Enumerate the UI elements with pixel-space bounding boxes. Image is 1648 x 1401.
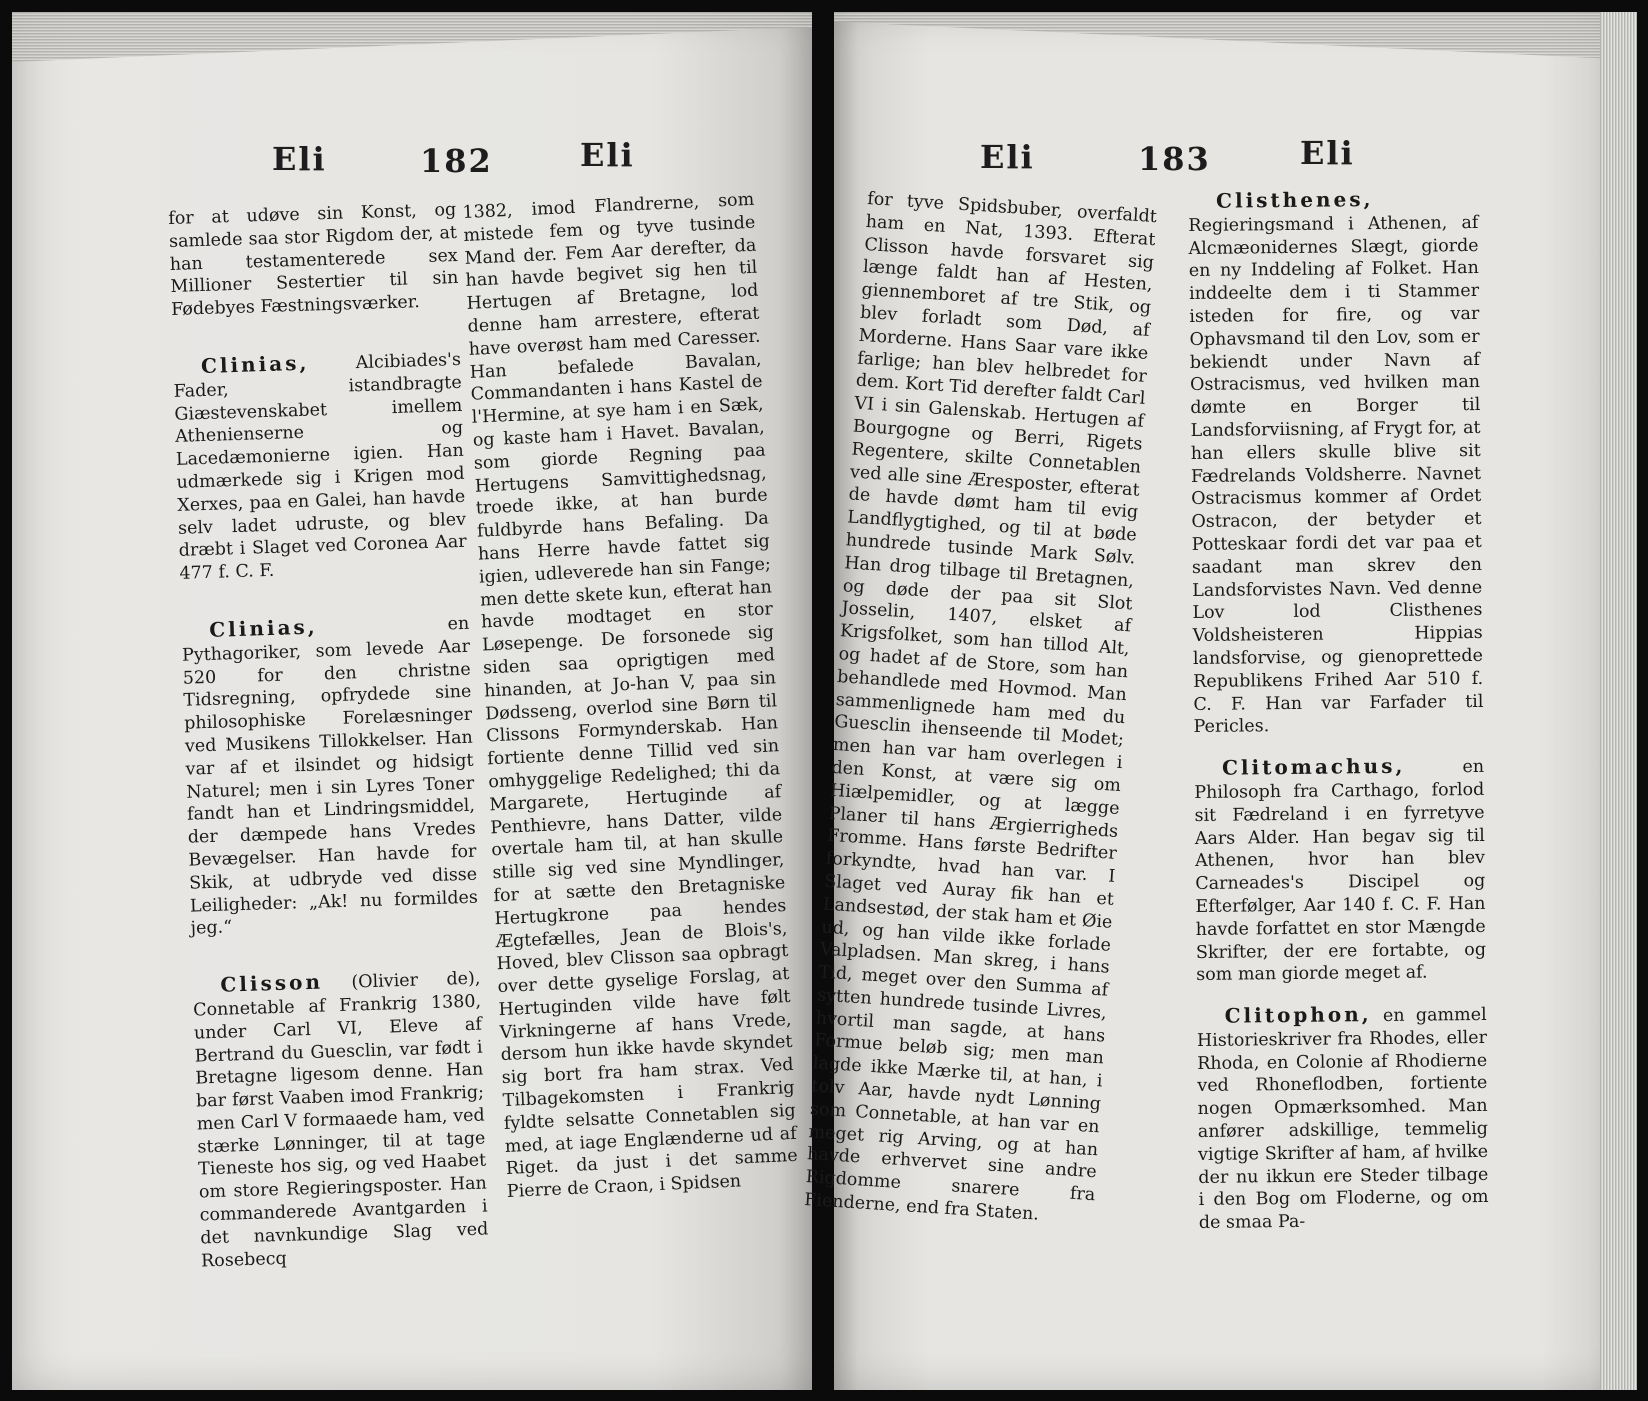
entry-headword: Clisson [220, 969, 324, 997]
entry-headword: Clinias, [208, 614, 319, 642]
entry-headword: Clitomachus, [1221, 753, 1406, 780]
entry-clitomachus [1194, 754, 1486, 987]
entry-continuation: for tyve Spidsbuber, overfaldt ham en Nat, 1393. Efterat Clisson havde forsvaret sig længe faldt han af Hesten, giennemboret af tre Stik, og blev forladt som Død, af Morderne. Hans Saar vare ikke farlige; han blev helbredet for dem. Kort Tid derefter faldt Carl VI i sin Galenskab. Hertugen af Bourgogne og Berri, Rigets Regentere, skilte Connetablen ved alle sine Æresposter, efterat de havde dømt ham til evig Landflygtighed, og til at bøde hundrede tusinde Mark Sølv. Han drog tilbage til Bretagnen, og døde der paa sit Slot Josselin, 1407, elsket af Krigsfolket, som han tillod Alt, og hadet af de Store, som han behandlede med Hovmod. Man sammenlignede ham med du Guesclin ihenseende til Modet; men han var ham overlegen i den Konst, at være sig om Hiælpemidler, og at lægge Planer til hans Ærgierrigheds Fromme. Hans første Bedrifter forkyndte, hvad han var. I Slaget ved Auray fik han et Landsestød, der stak ham et Øie ud, og han vilde ikke forlade Valpladsen. Man skreg, i hans Tid, meget over den Summa af sytten hundrede tusinde Livres, hvortil man sagde, at hans Formue beløb sig; men man lagde ikke Mærke til, at han, i tolv Aar, havde nydt Lønning som Connetable, at han var en meget rig Arving, og at han havde erhvervet sine andre Rigdomme snarere fra Fienderne, end fra Staten. [803, 188, 1158, 1225]
entry-text: en Philosoph fra Carthago, forlod sit Fædreland i en fyrretyve Aars Alder. Han begav sig til Athenen, hvor han blev Carneades's Discipel og Efterfølger, Aar 140 f. C. F. Han havde forfattet en stor Mængde Skrifter, der ere fortabte, og som man giorde meget af. [1194, 757, 1487, 986]
left-column-2 [462, 189, 799, 1204]
entry-text: Alcibiades's Fader, istandbragte Giæstevenskabet imellem Athenienserne og Lacedæmonierne igien. Han udmærkede sig i Krigen mod Xerxes, paa en Galei, han havde selv ladet udruste, og blev dræbt i Slaget ved Coronea Aar 477 f. C. F. [173, 349, 467, 584]
entry-clitophon [1197, 1002, 1489, 1235]
entry-headword: Clinias, [200, 350, 310, 379]
entry-clinias-2 [181, 611, 479, 941]
right-column-2 [1188, 187, 1489, 1235]
entry-text: for at udøve sin Konst, og samlede saa stor Rigdom der, at han testamenterede sex Millioner Sestertier til sin Fødebyes Fæstningsværker. [168, 199, 459, 321]
entry-text: en gammel Historieskriver fra Rhodes, eller Rhoda, en Colonie af Rhodierne ved Rhoneflodben, fortiente nogen Opmærksomhed. Man anfører adskillige, temmelig vigtige Skrifter af ham, af hvilke der nu ikkun ere Steder tilbage i den Bog om Floderne, og om de smaa Pa- [1196, 1005, 1489, 1234]
right-page-fore-edge [1600, 12, 1637, 1390]
entry-text: en Pythagoriker, som levede Aar 520 for den christne Tidsregning, opfrydede sine philosophiske Forelæsninger ved Musikens Tillokkelser. Han var af et ilsindet og hidsigt Naturel; men i sin Lyres Toner fandt han et Lindringsmiddel, der dæmpede hans Vredes Bevægelser. Han havde for Skik, at udbryde ved disse Leiligheder: „Ak! nu formildes jeg.“ [181, 613, 479, 939]
entry-continuation [168, 199, 459, 322]
right-header-left: Eli [980, 138, 1035, 176]
left-header-right: Eli [580, 136, 635, 174]
entry-text: Regieringsmand i Athenen, af Alcmæonidernes Slægt, giorde en ny Inddeling af Folket. Han inddeelte dem i ti Stammer isteden for fire, og var Ophavsmand til den Lov, som er bekiendt under Navn af Ostracismus, ved hvilken man dømte en Borger til Landsforviisning, af Frygt for, at han ellers skulle blive sit Fædrelands Voldsherre. Navnet Ostracismus kommer af Ordet Ostracon, der betyder et Potteskaar fordi det var paa et saadant man skrev den Landsforvistes Navn. Ved denne Lov lod Clisthenes Voldsheisteren Hippias landsforvise, og gienoprettede Republikens Frihed Aar 510 f. C. F. Han var Farfader til Pericles. [1188, 212, 1484, 738]
left-page-number: 182 [420, 142, 493, 180]
right-page-number: 183 [1138, 140, 1211, 178]
entry-headword: Clisthenes, [1215, 187, 1374, 213]
entry-clinias-1 [173, 347, 468, 586]
entry-continuation: 1382, imod Flandrerne, som mistede fem og tyve tusinde Mand der. Fem Aar derefter, da han havde begivet sig hen til Hertugen af Bretagne, lod denne ham arrestere, efterat have overøst ham med Caresser. Han befalede Bavalan, Commandanten i hans Kastel de l'Hermine, at sye ham i en Sæk, og kaste ham i Havet. Bavalan, som giorde Regning paa Hertugens Samvittighedsnag, troede ikke, at han burde fuldbyrde hans Befaling. Da hans Herre havde fattet sig igien, udleverede han sin Fange; men dette skete kun, efterat han havde modtaget en stor Løsepenge. De forsonede sig siden saa oprigtigen med hinanden, at Jo-han V, paa sin Dødsseng, overlod sine Børn til Clissons Formynderskab. Han fortiente denne Tillid ved sin omhyggelige Redelighed; thi da Margarete, Hertuginde af Penthievre, hans Datter, vilde overtale ham til, at han skulle stille sig ved sine Myndlinger, for at sætte den Bretagniske Hertugkrone paa hendes Ægtefælles, Jean de Blois's, Hoved, blev Clisson saa opbragt over dette gyselige Forslag, at Hertuginden vilde have følt Virkningerne af hans Vrede, dersom hun ikke havde skyndet sig bort fra ham strax. Ved Tilbagekomsten i Frankrig fyldte selsatte Connetablen sig med, at iage Englænderne ud af Riget. da just i det samme Pierre de Craon, i Spidsen [462, 189, 799, 1203]
entry-clisthenes [1188, 187, 1484, 739]
left-column-1 [168, 199, 489, 1273]
left-header-left: Eli [272, 140, 327, 178]
right-header-right: Eli [1300, 134, 1355, 172]
entry-clisson [192, 966, 489, 1273]
entry-headword: Clitophon, [1224, 1002, 1372, 1028]
entry-text: (Olivier de), Connetable af Frankrig 1380, under Carl VI, Eleve af Bertrand du Guesclin, var født i Bretagne ligesom denne. Han bar først Vaaben imod Frankrig; men Carl V formaaede ham, ved stærke Lønninger, til at tage Tieneste hos sig, og ved Haabet om store Regieringsposter. Han commanderede Avantgarden i det navnkundige Slag ved Rosebecq [192, 968, 489, 1272]
